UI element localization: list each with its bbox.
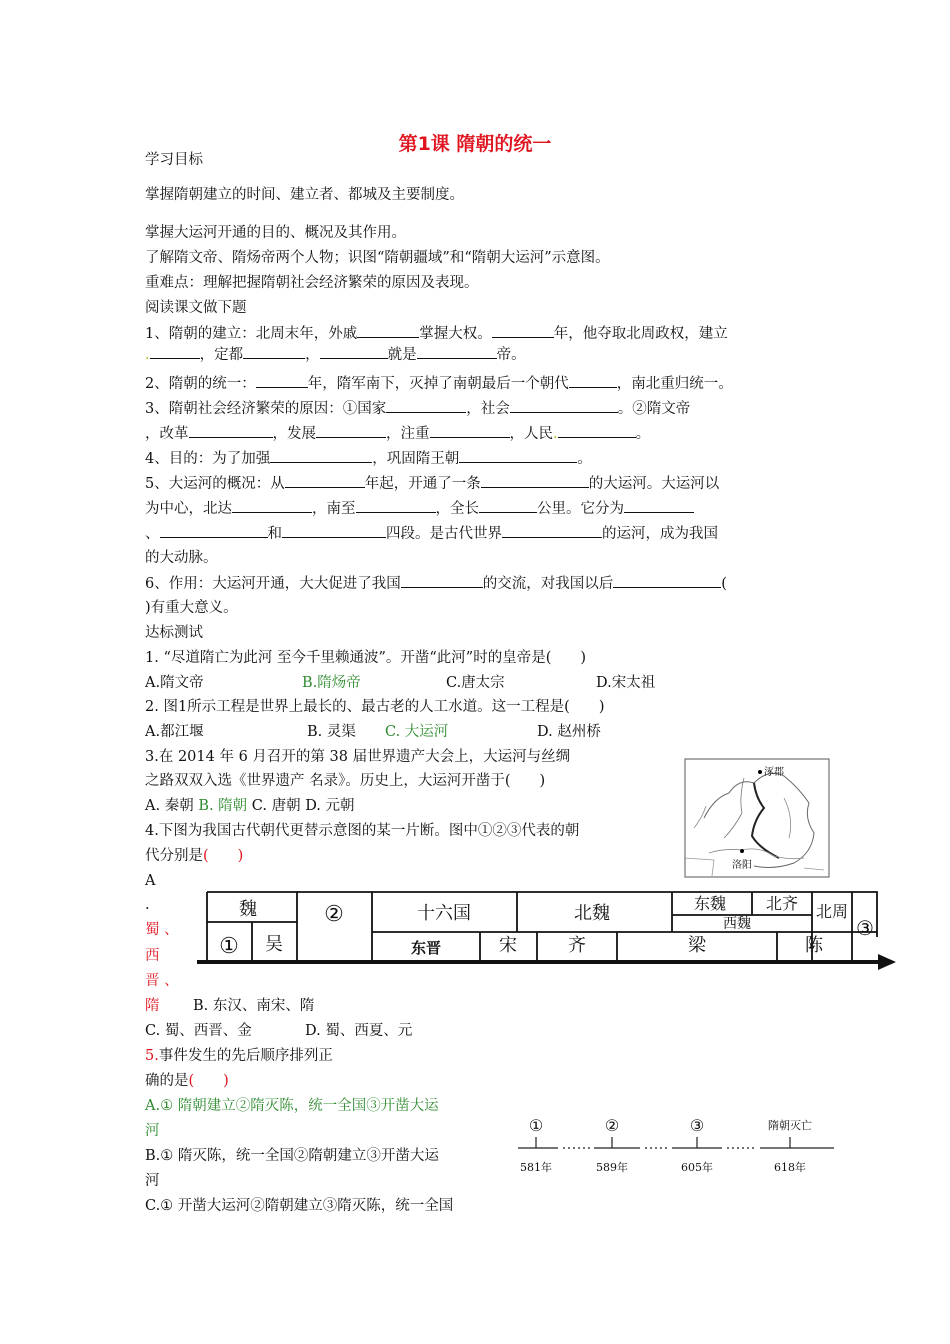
objective-item: 重难点：理解把握隋朝社会经济繁荣的原因及表现。 xyxy=(145,275,479,291)
test-q5-line1: 5.事件发生的先后顺序排列正 xyxy=(145,1048,333,1064)
test-q4-line2: 代分别是( ) xyxy=(145,848,244,864)
reading-q5-line2: 为中心，北达 ，南至 ，全长 公里。它分为 xyxy=(145,498,694,519)
test-q4-a-text: 蜀 、 xyxy=(145,922,179,938)
sui-timeline xyxy=(512,1115,838,1177)
test-q1-stem: 1. “尽道隋亡为此河 至今千里赖通波”。开凿“此河”时的皇帝是( ) xyxy=(145,650,587,666)
option-d: D. 元朝 xyxy=(305,798,355,814)
dynasty-eastern-jin: 东晋 xyxy=(410,939,442,957)
option-c: C.唐太宗 xyxy=(446,675,505,691)
objective-item: 掌握大运河开通的目的、概况及其作用。 xyxy=(145,225,406,241)
dynasty-marker-1: ① xyxy=(219,934,239,959)
timeline-marker-fall: 隋朝灭亡 xyxy=(768,1119,812,1132)
test-q5-line2: 确的是( ) xyxy=(145,1073,229,1089)
reading-q1-line1: 1、隋朝的建立：北周末年，外戚 掌握大权。 年，他夺取北周政权，建立 xyxy=(145,323,728,344)
option-a: A.隋文帝 xyxy=(145,675,204,691)
dynasty-wu: 吴 xyxy=(265,934,283,955)
reading-q5-line3: 、 和 四段。是古代世界 的运河，成为我国 xyxy=(145,523,718,544)
reading-q4: 4、目的：为了加强 ，巩固隋王朝 。 xyxy=(145,448,592,469)
dynasty-marker-3: ③ xyxy=(856,916,874,940)
test-q2-stem: 2. 图1所示工程是世界上最长的、最古老的人工水道。这一工程是( ) xyxy=(145,699,605,715)
reading-q6-line1: 6、作用：大运河开通，大大促进了我国 的交流，对我国以后 ( xyxy=(145,573,727,594)
test-q5-option-a-cont: 河 xyxy=(145,1123,160,1139)
dynasty-liang: 梁 xyxy=(688,935,706,956)
page-title: 第1课 隋朝的统一 xyxy=(398,133,552,155)
map-label-luoyang: 洛阳 xyxy=(732,860,752,871)
test-heading: 达标测试 xyxy=(145,625,203,641)
dynasty-western-wei: 西魏 xyxy=(723,916,751,932)
grand-canal-map xyxy=(684,758,830,878)
dynasty-sixteen-kingdoms: 十六国 xyxy=(417,903,471,924)
reading-q1-line2: . ，定都 ， 就是 帝。 xyxy=(145,344,526,365)
test-q3-line1: 3.在 2014 年 6 月召开的第 38 届世界遗产大会上，大运河与丝绸 xyxy=(145,749,571,765)
dynasty-qi: 齐 xyxy=(568,935,586,956)
dynasty-chart xyxy=(192,887,898,975)
option-b: B. 东汉、南宋、隋 xyxy=(193,998,315,1014)
reading-q3-line1: 3、隋朝社会经济繁荣的原因：①国家 ，社会 。②隋文帝 xyxy=(145,398,690,419)
option-b: B. 灵渠 xyxy=(307,724,356,740)
option-b: B.隋炀帝 xyxy=(302,675,361,691)
dynasty-northern-wei: 北魏 xyxy=(574,903,610,924)
reading-q5-line4: 的大动脉。 xyxy=(145,550,218,566)
reading-q6-line2: )有重大意义。 xyxy=(145,600,238,616)
dynasty-wei: 魏 xyxy=(239,899,257,920)
test-q4-options-row2 xyxy=(145,1021,412,1041)
timeline-marker-3: ③ xyxy=(689,1116,705,1135)
option-c: C. 唐朝 xyxy=(251,798,301,814)
option-d: D.宋太祖 xyxy=(596,675,656,691)
timeline-marker-2: ② xyxy=(604,1116,620,1135)
dynasty-northern-qi: 北齐 xyxy=(765,894,799,913)
test-q5-option-a: A.① 隋朝建立②隋灭陈，统一全国③开凿大运 xyxy=(145,1098,439,1114)
objectives-heading: 学习目标 xyxy=(145,152,203,168)
timeline-year-589: 589年 xyxy=(596,1161,628,1174)
option-a: A. 秦朝 xyxy=(145,798,194,814)
option-c: C. 大运河 xyxy=(385,724,449,740)
dynasty-chen: 陈 xyxy=(805,935,823,956)
objective-item: 了解隋文帝、隋炀帝两个人物；识图“隋朝疆域”和“隋朝大运河”示意图。 xyxy=(145,250,610,266)
test-q5-option-b: B.① 隋灭陈，统一全国②隋朝建立③开凿大运 xyxy=(145,1148,439,1164)
test-q4-options-row: 隋 B. 东汉、南宋、隋 xyxy=(145,998,315,1014)
map-label-zhuojun: 涿郡 xyxy=(764,767,784,778)
dynasty-marker-2: ② xyxy=(324,902,344,927)
test-q4-a-text: 晋 、 xyxy=(145,973,179,989)
test-q4-line1: 4.下图为我国古代朝代更替示意图的某一片断。图中①②③代表的朝 xyxy=(145,823,580,839)
test-q4-a-dot: . xyxy=(145,897,150,913)
test-q4-a-label: A xyxy=(145,873,156,889)
test-q5-option-b-cont: 河 xyxy=(145,1173,160,1189)
timeline-year-581: 581年 xyxy=(520,1161,552,1174)
timeline-year-605: 605年 xyxy=(681,1161,713,1174)
test-q1-options xyxy=(145,673,655,693)
test-q3-options xyxy=(145,796,355,816)
option-a: A.都江堰 xyxy=(145,724,204,740)
dynasty-eastern-wei: 东魏 xyxy=(693,894,727,913)
option-c: C. 蜀、西晋、金 xyxy=(145,1023,252,1039)
test-q4-a-text: 西 xyxy=(145,948,160,964)
reading-q2: 2、隋朝的统一： 年，隋军南下，灭掉了南朝最后一个朝代 ，南北重归统一。 xyxy=(145,373,733,394)
option-d: D. 蜀、西夏、元 xyxy=(305,1023,413,1039)
dynasty-northern-zhou: 北周 xyxy=(815,902,849,921)
option-d: D. 赵州桥 xyxy=(537,724,601,740)
timeline-year-618: 618年 xyxy=(774,1161,806,1174)
reading-heading: 阅读课文做下题 xyxy=(145,300,247,316)
test-q2-options xyxy=(145,722,601,742)
option-b: B. 隋朝 xyxy=(198,798,248,814)
reading-q3-line2: ，改革 ，发展 ，注重 ，人民. 。 xyxy=(145,423,650,444)
timeline-marker-1: ① xyxy=(528,1116,544,1135)
objective-item: 掌握隋朝建立的时间、建立者、都城及主要制度。 xyxy=(145,187,464,203)
test-q5-option-c: C.① 开凿大运河②隋朝建立③隋灭陈，统一全国 xyxy=(145,1198,454,1214)
reading-q5-line1: 5、大运河的概况：从 年起，开通了一条 的大运河。大运河以 xyxy=(145,473,719,494)
test-q3-line2: 之路双双入选《世界遗产 名录》。历史上，大运河开凿于( ) xyxy=(145,773,546,789)
dynasty-song: 宋 xyxy=(499,935,517,956)
